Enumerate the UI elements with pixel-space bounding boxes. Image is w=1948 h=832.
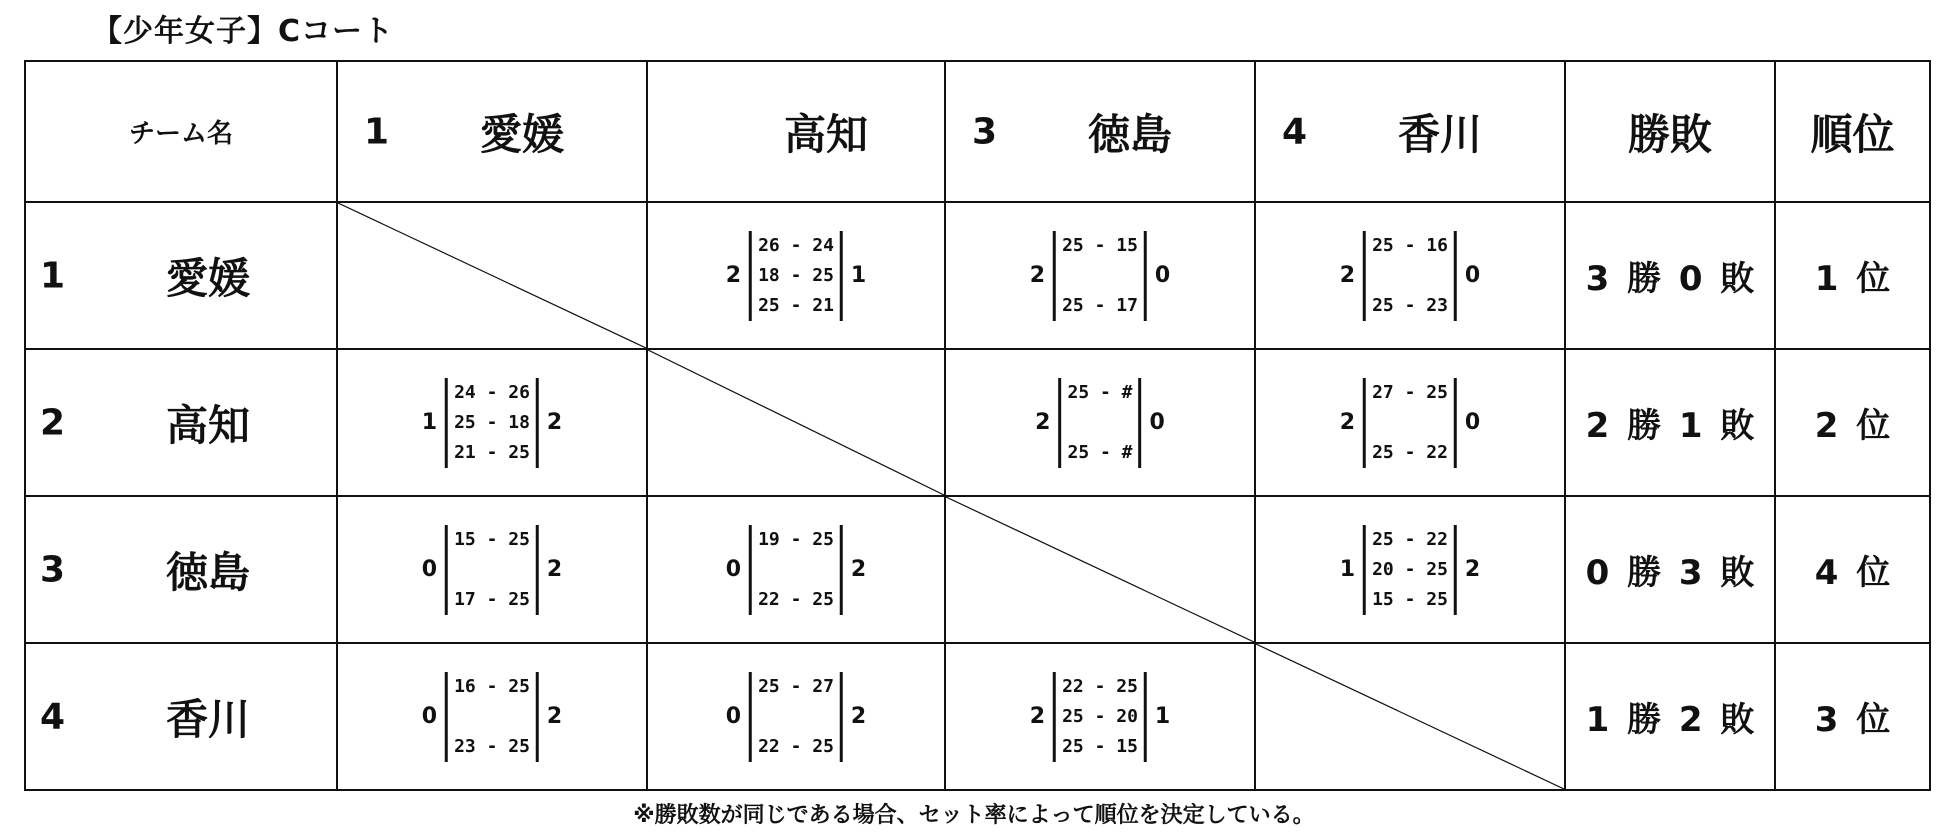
- row-number: 2: [40, 402, 66, 443]
- set-score: 16 - 25: [454, 675, 530, 697]
- sets-won-right: 0: [1464, 263, 1481, 288]
- set-score: 19 - 25: [758, 528, 834, 550]
- set-scores: [1058, 378, 1141, 468]
- match-cell: [337, 643, 647, 790]
- set-score: 25 - 22: [1372, 441, 1448, 463]
- team-row: [25, 202, 1930, 349]
- sets-won-right: 2: [546, 410, 563, 435]
- sets-won-left: 1: [421, 410, 438, 435]
- match-score: [1030, 672, 1170, 762]
- set-scores: [1053, 231, 1147, 321]
- sets-won-left: 0: [725, 704, 742, 729]
- sets-won-left: 2: [1029, 263, 1046, 288]
- column-team-name: 愛媛: [479, 109, 564, 159]
- self-match-cell: [945, 496, 1255, 643]
- match-cell: [647, 496, 945, 643]
- set-scores: [1363, 231, 1457, 321]
- row-team-name: 徳島: [166, 547, 251, 597]
- column-team-name: 香川: [1397, 109, 1482, 159]
- set-score: 25 - #: [1067, 441, 1133, 463]
- set-score: 15 - 25: [454, 528, 530, 550]
- set-scores: [749, 231, 843, 321]
- row-team-cell: [25, 349, 337, 496]
- set-score: 22 - 25: [1062, 675, 1138, 697]
- diagonal-line: [648, 350, 944, 495]
- set-score: 21 - 25: [454, 441, 530, 463]
- set-score: 25 - 18: [454, 411, 530, 433]
- set-scores: [749, 525, 843, 615]
- match-cell: [945, 202, 1255, 349]
- match-cell: [945, 643, 1255, 790]
- column-number: 4: [1282, 111, 1308, 152]
- set-score: 25 - 15: [1062, 735, 1138, 757]
- set-score: 25 - 16: [1372, 234, 1448, 256]
- match-score: [1340, 231, 1480, 321]
- sets-won-right: 2: [1464, 557, 1481, 582]
- sets-won-left: 2: [725, 263, 742, 288]
- self-match-cell: [337, 202, 647, 349]
- record-cell: 0 勝 3 敗: [1565, 496, 1775, 643]
- set-score: 15 - 25: [1372, 588, 1448, 610]
- sets-won-left: 2: [1339, 263, 1356, 288]
- set-score: 18 - 25: [758, 264, 834, 286]
- sets-won-left: 0: [421, 704, 438, 729]
- match-score: [422, 672, 562, 762]
- row-number: 4: [40, 696, 66, 737]
- column-number: 3: [972, 111, 998, 152]
- rank-cell: 3 位: [1775, 643, 1930, 790]
- rank-cell: 1 位: [1775, 202, 1930, 349]
- sets-won-left: 0: [421, 557, 438, 582]
- row-number: 3: [40, 549, 66, 590]
- row-team-name: 愛媛: [166, 253, 251, 303]
- set-score: 25 - 22: [1372, 528, 1448, 550]
- sets-won-left: 2: [1339, 410, 1356, 435]
- set-score: 20 - 25: [1372, 558, 1448, 580]
- row-team-cell: [25, 496, 337, 643]
- set-score: 25 - 17: [1062, 294, 1138, 316]
- match-score: [726, 231, 866, 321]
- sets-won-right: 1: [850, 263, 867, 288]
- match-cell: [647, 202, 945, 349]
- sets-won-left: 0: [725, 557, 742, 582]
- record-cell: 3 勝 0 敗: [1565, 202, 1775, 349]
- self-match-cell: [1255, 643, 1565, 790]
- set-scores: [1363, 525, 1457, 615]
- set-scores: [1053, 672, 1147, 762]
- rank-header: 順位: [1775, 61, 1930, 202]
- sets-won-right: 0: [1464, 410, 1481, 435]
- team-row: [25, 496, 1930, 643]
- sets-won-right: 2: [850, 704, 867, 729]
- set-score: 26 - 24: [758, 234, 834, 256]
- match-cell: [945, 349, 1255, 496]
- match-score: [1035, 378, 1165, 468]
- set-score: 25 - 20: [1062, 705, 1138, 727]
- row-team-cell: [25, 643, 337, 790]
- match-cell: [647, 643, 945, 790]
- sets-won-right: 1: [1154, 704, 1171, 729]
- set-score: 25 - #: [1067, 381, 1133, 403]
- sets-won-right: 2: [546, 557, 563, 582]
- rank-cell: 2 位: [1775, 349, 1930, 496]
- set-score: 23 - 25: [454, 735, 530, 757]
- set-scores: [445, 672, 539, 762]
- team-row: [25, 349, 1930, 496]
- sets-won-left: 2: [1029, 704, 1046, 729]
- match-cell: [1255, 349, 1565, 496]
- set-scores: [445, 378, 539, 468]
- match-cell: [1255, 496, 1565, 643]
- row-team-name: 高知: [166, 400, 251, 450]
- set-scores: [749, 672, 843, 762]
- column-team-name: 徳島: [1087, 109, 1172, 159]
- set-score: 22 - 25: [758, 588, 834, 610]
- sets-won-right: 2: [546, 704, 563, 729]
- set-score: 25 - 27: [758, 675, 834, 697]
- sets-won-left: 2: [1035, 410, 1051, 435]
- sets-won-right: 0: [1149, 410, 1165, 435]
- record-header: 勝敗: [1565, 61, 1775, 202]
- column-number: 1: [364, 111, 390, 152]
- set-score: 17 - 25: [454, 588, 530, 610]
- set-score: 24 - 26: [454, 381, 530, 403]
- sets-won-right: 2: [850, 557, 867, 582]
- row-team-name: 香川: [166, 694, 251, 744]
- match-score: [726, 525, 866, 615]
- set-score: 22 - 25: [758, 735, 834, 757]
- diagonal-line: [1256, 644, 1564, 789]
- column-header-2: [647, 61, 945, 202]
- page-title: 【少年女子】Cコート: [92, 14, 395, 49]
- standings-sheet: [24, 60, 1929, 785]
- match-cell: [337, 349, 647, 496]
- record-cell: 2 勝 1 敗: [1565, 349, 1775, 496]
- match-score: [1030, 231, 1170, 321]
- sets-won-left: 1: [1339, 557, 1356, 582]
- match-cell: [1255, 202, 1565, 349]
- diagonal-line: [946, 497, 1254, 642]
- column-header-1: [337, 61, 647, 202]
- column-header-4: [1255, 61, 1565, 202]
- match-score: [726, 672, 866, 762]
- column-header-3: [945, 61, 1255, 202]
- set-score: 25 - 23: [1372, 294, 1448, 316]
- match-score: [1340, 525, 1480, 615]
- header-row: [25, 61, 1930, 202]
- sets-won-right: 0: [1154, 263, 1171, 288]
- rank-cell: 4 位: [1775, 496, 1930, 643]
- self-match-cell: [647, 349, 945, 496]
- footnote: ※勝敗数が同じである場合、セット率によって順位を決定している。: [633, 803, 1315, 828]
- set-score: 25 - 15: [1062, 234, 1138, 256]
- diagonal-line: [338, 203, 646, 348]
- row-number: 1: [40, 255, 66, 296]
- record-cell: 1 勝 2 敗: [1565, 643, 1775, 790]
- match-score: [422, 378, 562, 468]
- column-team-name: 高知: [783, 109, 868, 159]
- set-score: 27 - 25: [1372, 381, 1448, 403]
- match-score: [1340, 378, 1480, 468]
- match-cell: [337, 496, 647, 643]
- set-scores: [445, 525, 539, 615]
- standings-table: [24, 60, 1931, 791]
- row-team-cell: [25, 202, 337, 349]
- set-score: 25 - 21: [758, 294, 834, 316]
- set-scores: [1363, 378, 1457, 468]
- team-name-header: チーム名: [25, 61, 337, 202]
- match-score: [422, 525, 562, 615]
- team-row: [25, 643, 1930, 790]
